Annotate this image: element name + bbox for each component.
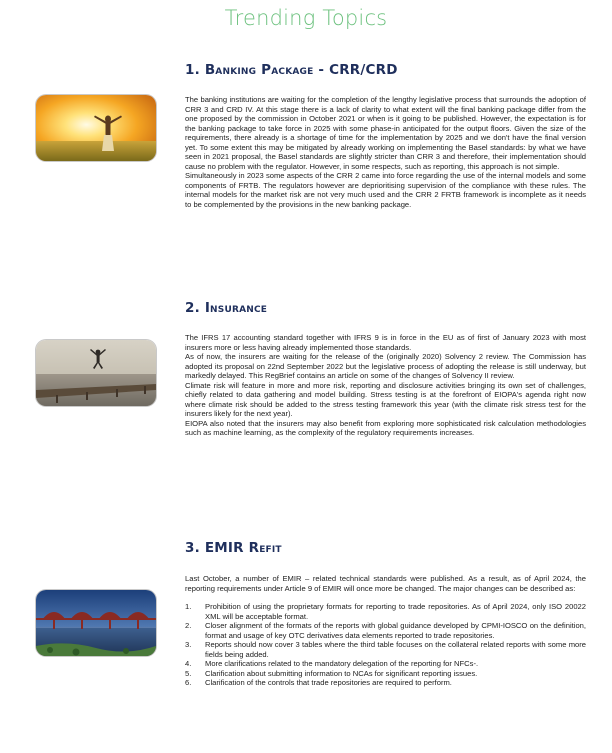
section-paragraph: Last October, a number of EMIR – related technical standards were published. As a result, as of April 2024, the reporting requirements under Article 9 of EMIR will once more be changed. The major changes can be described as: — [185, 574, 586, 593]
changes-list — [185, 602, 586, 688]
section-emir — [185, 540, 586, 688]
list-item: 3. Reports should now cover 3 tables where the third table focuses on the collateral related reports with some more fields being added. — [185, 640, 586, 659]
list-item: 5. Clarification about submitting information to NCAs for significant reporting issues. — [185, 668, 478, 678]
section-paragraph: As of now, the insurers are waiting for the release of the (originally 2020) Solvency 2 review. The Commission has adopted its proposal on 22nd September 2022 but the legislative process of adopting the release is still underway, but markedly delayed. This RegBrief contains an article on some of the changes of Solvency II review. — [185, 352, 586, 381]
section-heading: 1. Banking Package - CRR/CRD — [185, 62, 398, 78]
list-item: 2. Closer alignment of the formats of the reports with global guidance developed by CPMI-IOSCO on the definition, format and usage of key OTC derivatives data elements reported to trade repositories. — [185, 621, 586, 640]
section-paragraph: Climate risk will feature in more and more risk, reporting and disclosure activities bringing its own set of challenges, chiefly related to data gathering and model building. Stress testing is at the forefront of EIOPA's agenda right now where climate risk should be added to the stress testing framework this year (with the climate risk stress test for the insurers likely for the next year). — [185, 380, 586, 419]
sunrise-woman-photo — [36, 95, 156, 161]
section-heading: 2. Insurance — [185, 300, 268, 316]
section-banking — [185, 62, 586, 210]
list-item: 6. Clarification of the controls that trade repositories are required to perform. — [185, 678, 452, 688]
bridge-sunset-photo — [36, 590, 156, 656]
page-title: Trending Topics — [224, 6, 388, 30]
list-item: 1. Prohibition of using the proprietary formats for reporting to trade repositories. As of April 2024, only ISO 20022 XML will be acceptable format. — [185, 602, 586, 621]
section-heading: 3. EMIR Refit — [185, 540, 282, 556]
section-paragraph: Simultaneously in 2023 some aspects of the CRR 2 came into force regarding the use of the internal models and some components of FRTB. The regulators however are deprioritising supervision of the compliance with these rules. The internal models for the market risk are not very much used and the CRR 2 FRTB framework is incomplete as it needs to be complemented by the provisions in the new banking package. — [185, 171, 586, 210]
section-paragraph: The IFRS 17 accounting standard together with IFRS 9 is in force in the EU as of first of January 2023 with most insurers more or less having already implemented those standards. — [185, 333, 586, 352]
section-insurance — [185, 300, 586, 438]
section-paragraph: The banking institutions are waiting for the completion of the lengthy legislative process that surrounds the adoption of CRR 3 and CRD IV. At this stage there is a lack of clarity to what extent will the final banking package differ from the one proposed by the commission in October 2021 or when is it going to be published. However, the expectation is for the banking package to take force in 2025 with some phase-in anticipated for the output floors. Given the size of the requirements, there already is a shortage of time for the implementation by 2025 and we don't have the final version yet. To some extent this may be mitigated by already working on implementing the Basel standards: by what we have seen in 2021 proposal, the Basel standards are slightly stricter than CRR 3 and therefore, their implementation should cause no problem with the regulator. However, in some respects, such as reporting, this approach is not simple. — [185, 95, 586, 171]
list-item: 4. More clarifications related to the mandatory delegation of the reporting for NFCs-. — [185, 659, 479, 669]
section-paragraph: EIOPA also noted that the insurers may also benefit from exploring more sophisticated risk calculation methodologies such as machine learning, as the complexity of the regulatory requirements increases. — [185, 418, 586, 438]
pier-jumper-photo — [36, 340, 156, 406]
